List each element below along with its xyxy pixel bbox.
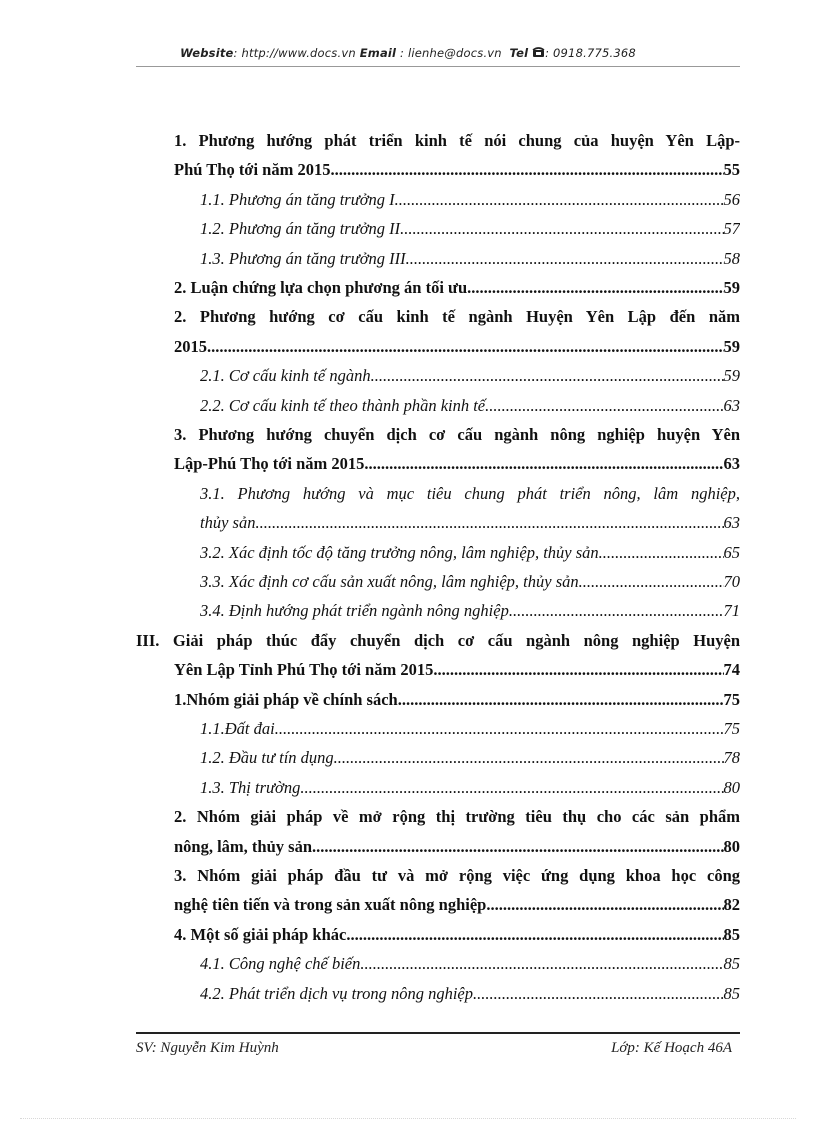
tel-label: Tel xyxy=(509,46,529,60)
toc-entry[interactable] xyxy=(200,364,740,388)
toc-entry-title: 4.2. Phát triển dịch vụ trong nông nghiệp xyxy=(200,984,473,1003)
toc-entry-title: 2. Nhóm giải pháp về mở rộng thị trường tiêu thụ cho các sản phẩm xyxy=(174,807,740,826)
toc-leader-dots xyxy=(473,982,724,1006)
toc-page-number: 70 xyxy=(723,572,740,591)
toc-entry[interactable] xyxy=(200,511,740,535)
toc-entry-title: 1.1.Đất đai xyxy=(200,719,275,738)
toc-page-number: 63 xyxy=(723,513,740,532)
toc-entry[interactable] xyxy=(174,158,740,182)
toc-entry-title: Lập-Phú Thọ tới năm 2015 xyxy=(174,454,365,473)
toc-entry[interactable] xyxy=(200,776,740,800)
toc-entry-title: 2. Luận chứng lựa chọn phương án tối ưu xyxy=(174,278,468,297)
toc-leader-dots xyxy=(275,717,724,741)
toc-leader-dots xyxy=(207,335,724,359)
toc-entry[interactable] xyxy=(174,805,740,829)
toc-page-number: 63 xyxy=(723,454,740,473)
toc-entry[interactable] xyxy=(174,129,740,153)
toc-entry[interactable] xyxy=(174,305,740,329)
toc-page-number: 65 xyxy=(723,543,740,562)
header-divider xyxy=(136,66,740,67)
toc-page-number: 85 xyxy=(723,954,740,973)
toc-entry[interactable] xyxy=(174,835,740,859)
toc-entry-title: Yên Lập Tỉnh Phú Thọ tới năm 2015 xyxy=(174,660,434,679)
toc-entry[interactable] xyxy=(200,188,740,212)
toc-page-number: 59 xyxy=(723,337,740,356)
toc-entry[interactable] xyxy=(174,688,740,712)
toc-entry[interactable] xyxy=(174,893,740,917)
toc-entry-title: 3.2. Xác định tốc độ tăng trưởng nông, lâm nghiệp, thủy sản xyxy=(200,543,599,562)
toc-leader-dots xyxy=(467,276,723,300)
toc-entry-title: 1.3. Phương án tăng trưởng III xyxy=(200,249,406,268)
email-address[interactable]: : lienhe@docs.vn xyxy=(396,46,502,60)
toc-entry-title: 1.1. Phương án tăng trưởng I xyxy=(200,190,395,209)
toc-entry-title: 4. Một số giải pháp khác xyxy=(174,925,347,944)
toc-entry-title: 2.1. Cơ cấu kinh tế ngành xyxy=(200,366,371,385)
toc-entry-title: nghệ tiên tiến và trong sản xuất nông nghiệp xyxy=(174,895,487,914)
toc-leader-dots xyxy=(346,923,723,947)
email-label: Email xyxy=(359,46,397,60)
toc-entry[interactable] xyxy=(174,276,740,300)
toc-page-number: 59 xyxy=(723,366,740,385)
page-edge xyxy=(20,1118,796,1119)
toc-page-number: 85 xyxy=(723,984,740,1003)
toc-leader-dots xyxy=(334,746,724,770)
toc-page-number: 75 xyxy=(723,719,740,738)
toc-leader-dots xyxy=(312,835,723,859)
toc-page-number: 74 xyxy=(723,660,740,679)
toc-entry-title: 3. Nhóm giải pháp đầu tư và mở rộng việc ứng dụng khoa học công xyxy=(174,866,740,885)
toc-page-number: 58 xyxy=(723,249,740,268)
page-header xyxy=(0,46,816,60)
toc-leader-dots xyxy=(485,394,723,418)
toc-entry[interactable] xyxy=(200,394,740,418)
toc-page-number: 56 xyxy=(723,190,740,209)
toc-entry[interactable] xyxy=(200,247,740,271)
toc-entry[interactable] xyxy=(200,541,740,565)
toc-page-number: 71 xyxy=(723,601,740,620)
toc-entry[interactable] xyxy=(200,570,740,594)
toc-leader-dots xyxy=(579,570,724,594)
toc-entry-title: 2. Phương hướng cơ cấu kinh tế ngành Huyện Yên Lập đến năm xyxy=(174,307,740,326)
toc-page-number: 85 xyxy=(723,925,740,944)
toc-leader-dots xyxy=(433,658,723,682)
toc-entry-title: 2.2. Cơ cấu kinh tế theo thành phần kinh tế xyxy=(200,396,486,415)
toc-leader-dots xyxy=(364,452,723,476)
toc-leader-dots xyxy=(300,776,723,800)
toc-leader-dots xyxy=(255,511,723,535)
footer-student: SV: Nguyễn Kim Huỳnh xyxy=(136,1040,279,1056)
toc-entry-title: thủy sản xyxy=(200,513,256,532)
toc-page-number: 63 xyxy=(723,396,740,415)
toc-entry-title: 1. Phương hướng phát triển kinh tế nói chung của huyện Yên Lập- xyxy=(174,131,740,150)
toc-entry[interactable] xyxy=(174,452,740,476)
toc-entry[interactable] xyxy=(200,746,740,770)
toc-entry-title: 3. Phương hướng chuyển dịch cơ cấu ngành nông nghiệp huyện Yên xyxy=(174,425,740,444)
toc-entry[interactable] xyxy=(200,952,740,976)
toc-entry-title: III. Giải pháp thúc đẩy chuyển dịch cơ cấu ngành nông nghiệp Huyện xyxy=(136,631,740,650)
toc-leader-dots xyxy=(398,688,724,712)
footer-divider xyxy=(136,1032,740,1034)
toc-page-number: 75 xyxy=(723,690,740,709)
toc-page-number: 55 xyxy=(723,160,740,179)
toc-leader-dots xyxy=(406,247,724,271)
toc-entry-title: 1.Nhóm giải pháp về chính sách xyxy=(174,690,398,709)
toc-entry[interactable] xyxy=(174,923,740,947)
toc-leader-dots xyxy=(360,952,723,976)
toc-leader-dots xyxy=(599,541,724,565)
toc-entry[interactable] xyxy=(174,335,740,359)
toc-entry[interactable] xyxy=(200,482,740,506)
toc-entry-title: Phú Thọ tới năm 2015 xyxy=(174,160,331,179)
website-label: Website xyxy=(180,46,234,60)
toc-page-number: 59 xyxy=(723,278,740,297)
toc-entry[interactable] xyxy=(200,217,740,241)
toc-entry-title: 1.2. Phương án tăng trưởng II xyxy=(200,219,401,238)
toc-leader-dots xyxy=(486,893,723,917)
toc-entry-title: 1.3. Thị trường xyxy=(200,778,301,797)
phone-icon xyxy=(532,47,545,58)
tel-number: : 0918.775.368 xyxy=(545,46,636,60)
toc-entry-title: 2015 xyxy=(174,337,207,356)
toc-leader-dots xyxy=(400,217,723,241)
toc-leader-dots xyxy=(509,599,724,623)
toc-page-number: 80 xyxy=(723,837,740,856)
footer-class: Lớp: Kế Hoạch 46A xyxy=(611,1040,732,1056)
toc-leader-dots xyxy=(330,158,723,182)
toc-page-number: 78 xyxy=(723,748,740,767)
toc-entry[interactable] xyxy=(174,658,740,682)
toc-entry-title: 3.4. Định hướng phát triển ngành nông nghiệp xyxy=(200,601,509,620)
toc-entry[interactable] xyxy=(200,717,740,741)
toc-leader-dots xyxy=(371,364,724,388)
toc-entry[interactable] xyxy=(174,864,740,888)
toc-entry-title: nông, lâm, thủy sản xyxy=(174,837,313,856)
toc-entry-title: 4.1. Công nghệ chế biến xyxy=(200,954,361,973)
toc-entry[interactable] xyxy=(200,982,740,1006)
toc-page-number: 80 xyxy=(723,778,740,797)
toc-entry-title: 3.3. Xác định cơ cấu sản xuất nông, lâm nghiệp, thủy sản xyxy=(200,572,579,591)
toc-entry[interactable] xyxy=(200,599,740,623)
toc-entry[interactable] xyxy=(174,423,740,447)
toc-entry-title: 3.1. Phương hướng và mục tiêu chung phát triển nông, lâm nghiệp, xyxy=(200,484,740,503)
website-url[interactable]: : http://www.docs.vn xyxy=(233,46,356,60)
toc-entry[interactable] xyxy=(136,629,740,653)
toc-entry-title: 1.2. Đầu tư tín dụng xyxy=(200,748,334,767)
toc-page-number: 57 xyxy=(723,219,740,238)
toc-page-number: 82 xyxy=(723,895,740,914)
toc-leader-dots xyxy=(395,188,724,212)
